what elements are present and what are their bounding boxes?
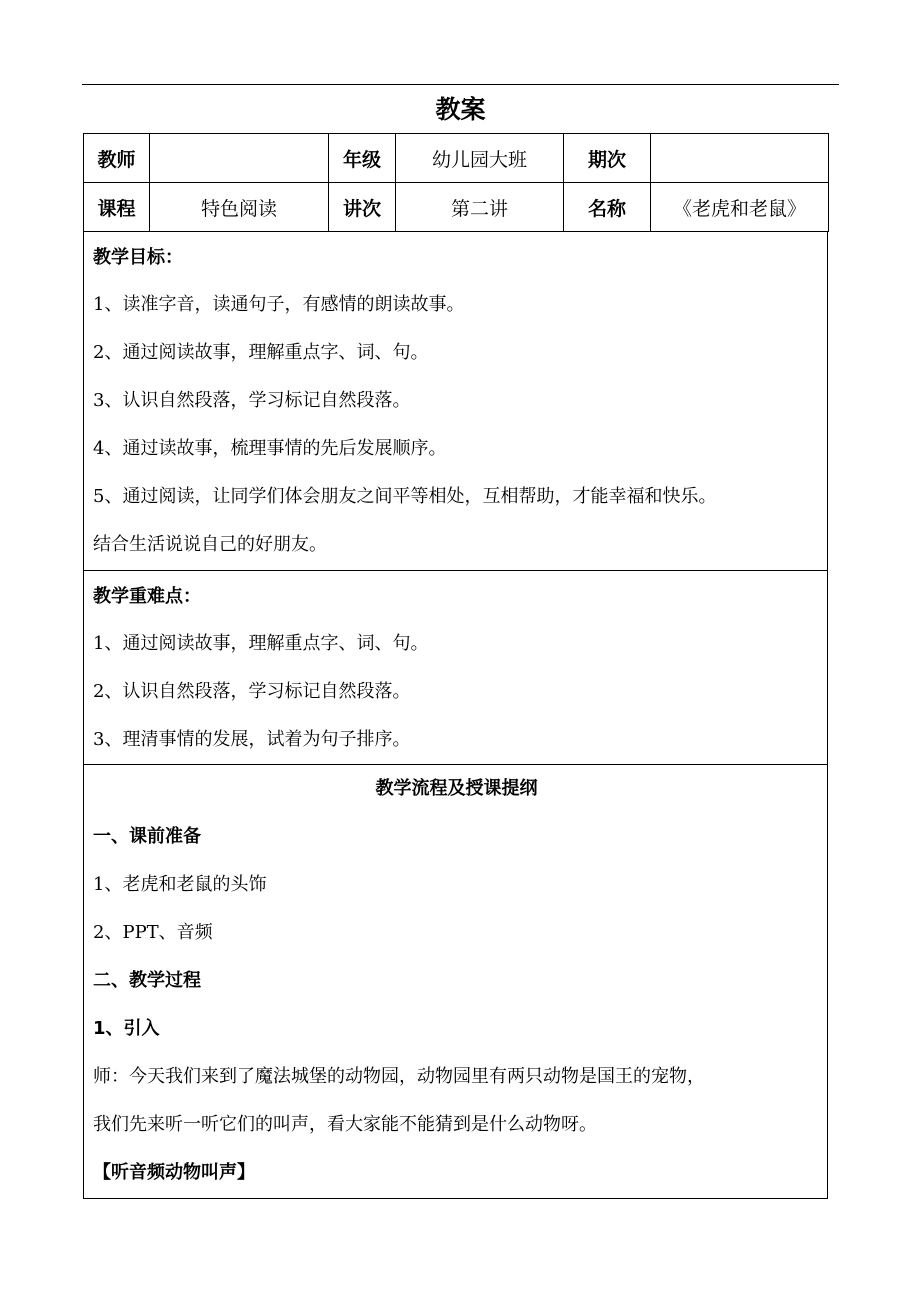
lecture-value: 第二讲: [396, 183, 564, 232]
intro-line: 我们先来听一听它们的叫声，看大家能不能猜到是什么动物呀。: [93, 1114, 597, 1135]
objectives-section: [83, 232, 828, 571]
name-label: 名称: [564, 183, 651, 232]
info-row-2: [84, 183, 829, 232]
teacher-value: [150, 134, 329, 183]
objective-item: 1、读准字音，读通句子，有感情的朗读故事。: [93, 294, 465, 315]
key-point-item: 2、认识自然段落，学习标记自然段落。: [93, 681, 411, 702]
teacher-label: 教师: [84, 134, 150, 183]
process-section: [83, 765, 828, 1199]
objective-item: 2、通过阅读故事，理解重点字、词、句。: [93, 342, 429, 363]
period-label: 期次: [564, 134, 651, 183]
prep-item: 1、老虎和老鼠的头饰: [93, 874, 267, 895]
intro-heading: 1、引入: [93, 1018, 160, 1039]
key-point-item: 1、通过阅读故事，理解重点字、词、句。: [93, 633, 429, 654]
key-point-item: 3、理清事情的发展，试着为句子排序。: [93, 729, 411, 750]
key-points-heading: 教学重难点：: [93, 586, 201, 607]
document-title: 教案: [435, 95, 486, 124]
course-value: 特色阅读: [150, 183, 329, 232]
audio-note: 【听音频动物叫声】: [93, 1162, 255, 1183]
prep-heading: 一、课前准备: [93, 826, 201, 847]
info-table: [83, 133, 829, 232]
teach-heading: 二、教学过程: [93, 970, 201, 991]
lecture-label: 讲次: [329, 183, 396, 232]
period-value: [651, 134, 829, 183]
course-label: 课程: [84, 183, 150, 232]
name-value: 《老虎和老鼠》: [651, 183, 829, 232]
prep-item: 2、PPT、音频: [93, 922, 213, 943]
intro-line: 师：今天我们来到了魔法城堡的动物园，动物园里有两只动物是国王的宠物，: [93, 1066, 705, 1087]
key-points-section: [83, 571, 828, 765]
objective-item: 5、通过阅读，让同学们体会朋友之间平等相处，互相帮助，才能幸福和快乐。: [93, 486, 717, 507]
grade-value: 幼儿园大班: [396, 134, 564, 183]
objective-item: 结合生活说说自己的好朋友。: [93, 534, 327, 555]
process-heading: 教学流程及授课提纲: [375, 778, 538, 799]
objectives-heading: 教学目标：: [93, 247, 183, 268]
info-row-1: [84, 134, 829, 183]
top-rule: [82, 84, 839, 85]
objective-item: 4、通过读故事，梳理事情的先后发展顺序。: [93, 438, 447, 459]
grade-label: 年级: [329, 134, 396, 183]
objective-item: 3、认识自然段落，学习标记自然段落。: [93, 390, 411, 411]
